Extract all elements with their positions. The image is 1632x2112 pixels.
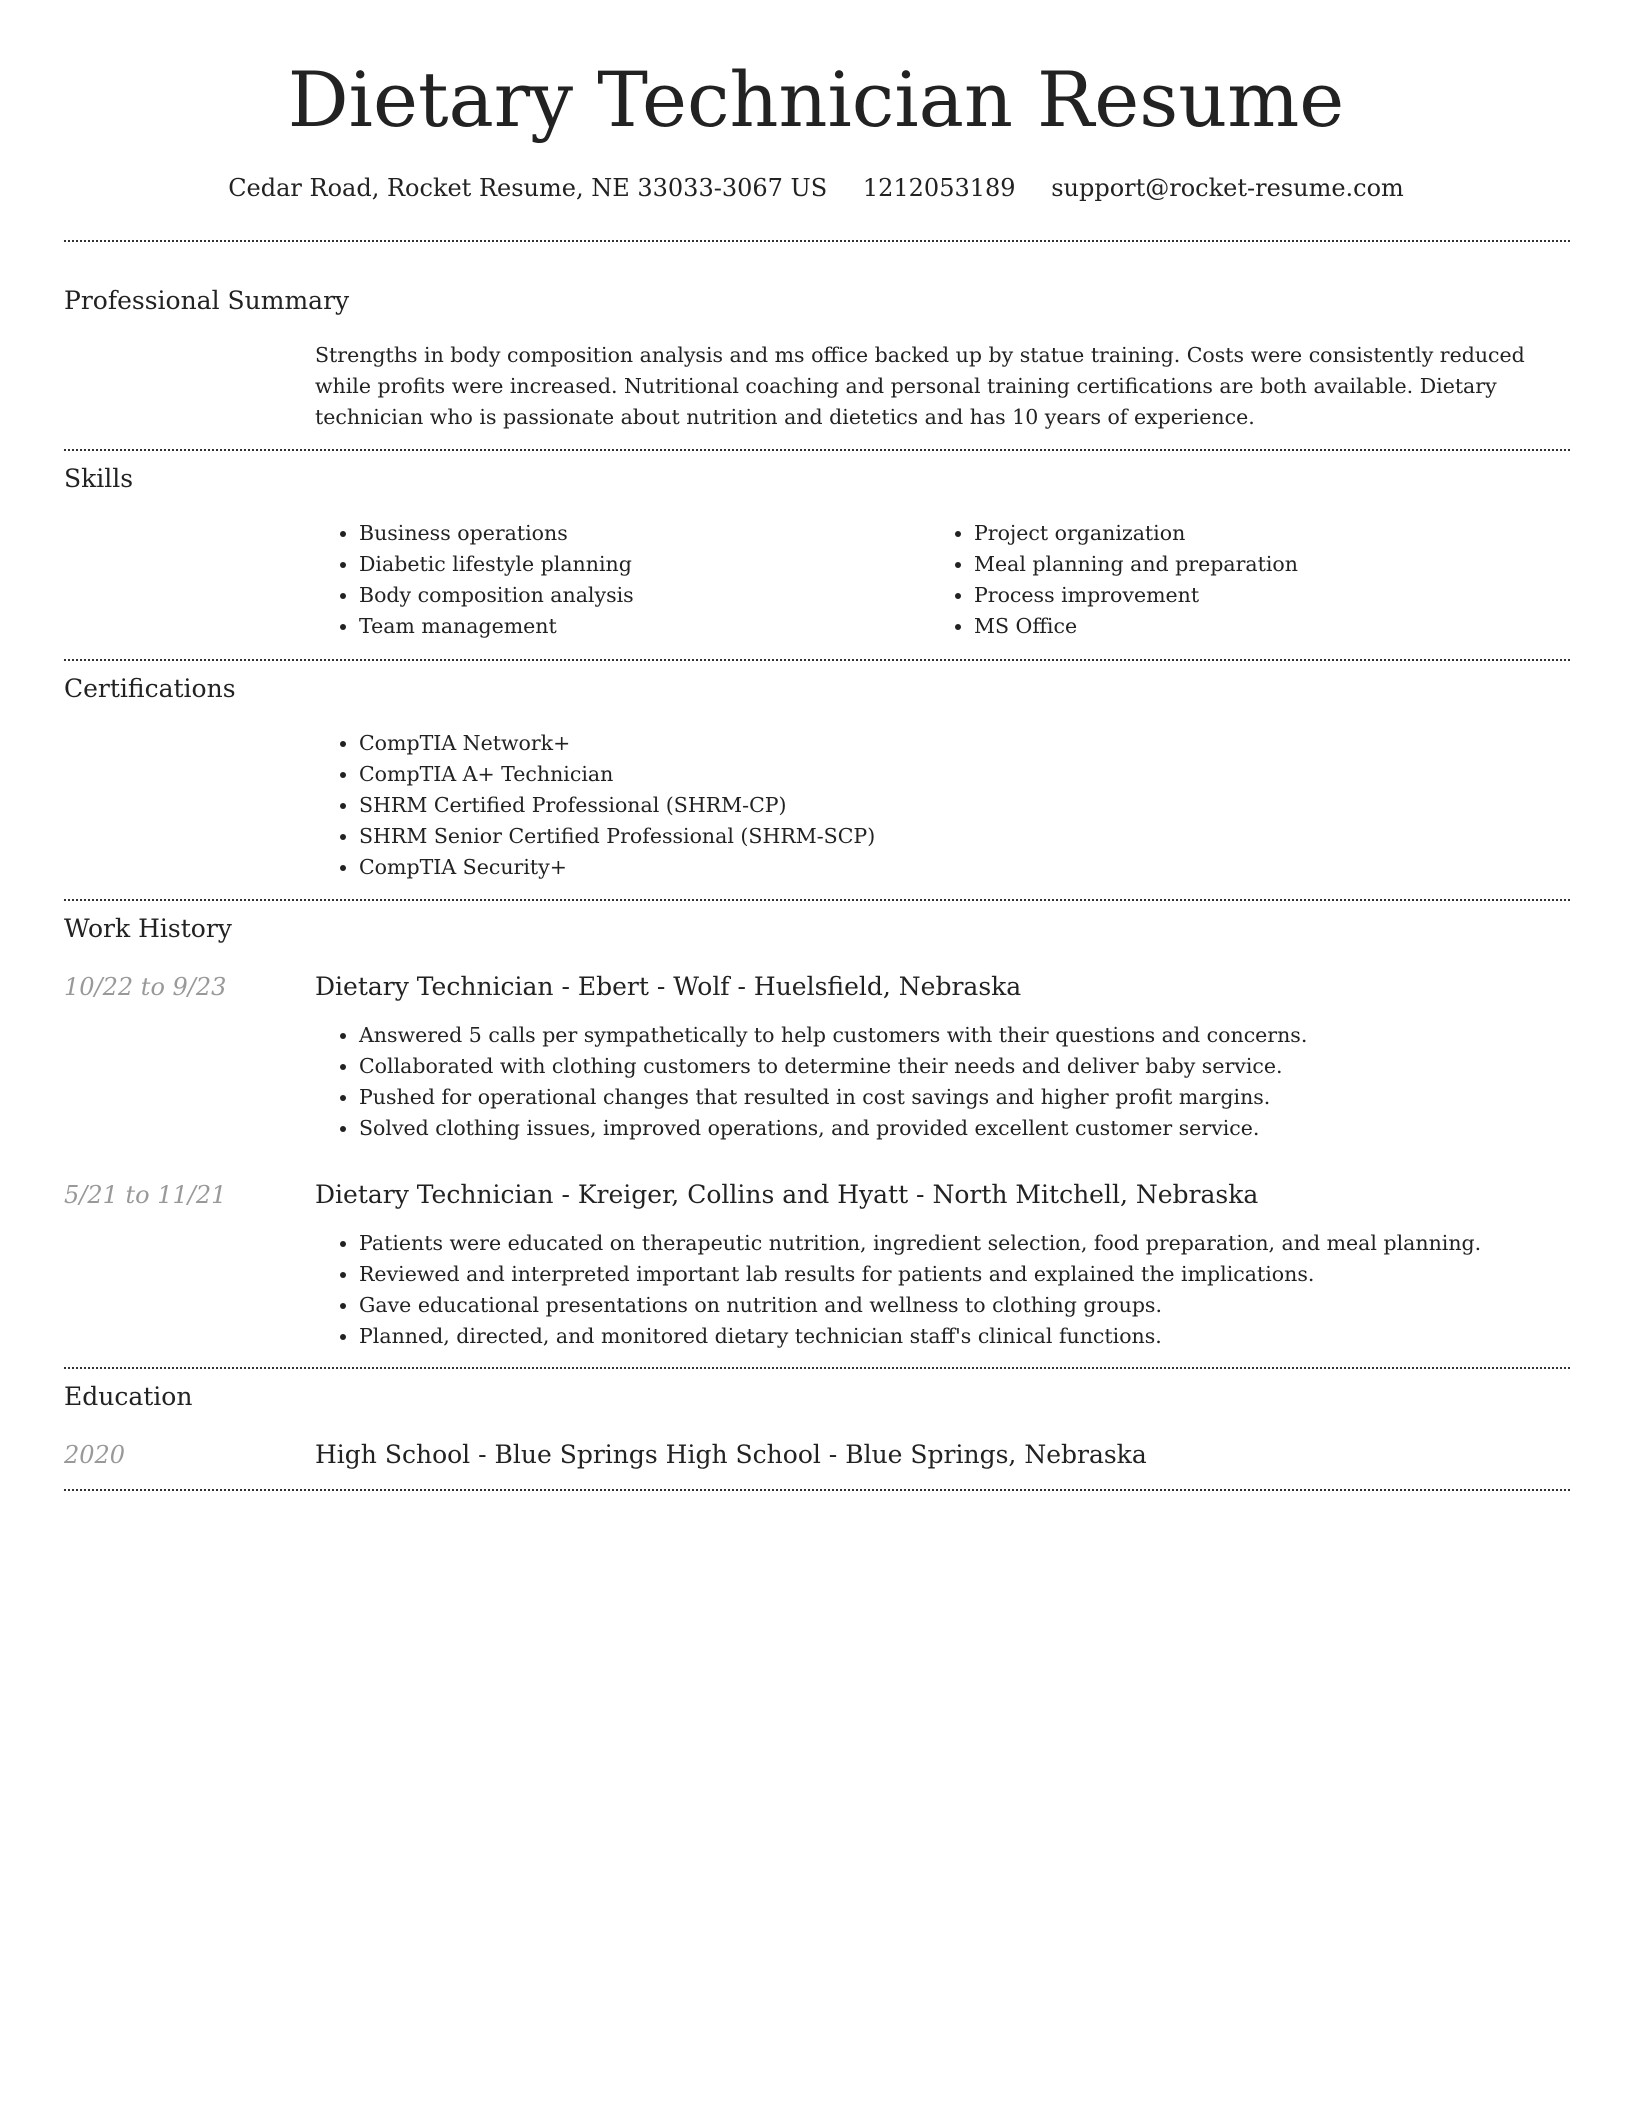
job-title: Dietary Technician - Kreiger, Collins and Hyatt - North Mitchell, Nebraska — [315, 1180, 1259, 1209]
skills-list-right — [930, 518, 1574, 642]
contact-line — [0, 170, 1632, 206]
skill-item: • MS Office — [974, 611, 1574, 642]
skill-item: • Project organization — [974, 518, 1574, 549]
skill-item: • Business operations — [359, 518, 919, 549]
job-dates: 5/21 to 11/21 — [64, 1181, 227, 1209]
summary-text: Strengths in body composition analysis and ms office backed up by statue training. Costs were consistently reduced while profits were increased. Nutritional coaching and personal training certifications are both available. Dietary technician who is passionate about nutrition and dietetics and has 10 years of experience. — [315, 343, 1525, 429]
resume-title: Dietary Technician Resume — [287, 55, 1345, 144]
section-divider — [64, 240, 1570, 242]
section-divider — [64, 1489, 1570, 1491]
section-divider — [64, 449, 1570, 451]
skill-item: • Team management — [359, 611, 919, 642]
education-heading: Education — [64, 1382, 193, 1411]
job-bullet: • Patients were educated on therapeutic nutrition, ingredient selection, food preparation, and meal planning. — [359, 1228, 1609, 1259]
skill-item: • Diabetic lifestyle planning — [359, 549, 919, 580]
certifications-heading: Certifications — [64, 674, 236, 703]
job-dates: 10/22 to 9/23 — [64, 973, 227, 1001]
job-bullet: • Pushed for operational changes that resulted in cost savings and higher profit margins. — [359, 1082, 1559, 1113]
certification-item: • SHRM Senior Certified Professional (SHRM-SCP) — [359, 821, 1559, 852]
section-divider — [64, 659, 1570, 661]
job-bullet: • Planned, directed, and monitored dietary technician staff's clinical functions. — [359, 1321, 1609, 1352]
job-bullet: • Solved clothing issues, improved operations, and provided excellent customer service. — [359, 1113, 1559, 1144]
section-divider — [64, 1367, 1570, 1369]
summary-heading: Professional Summary — [64, 286, 350, 315]
job-bullet: • Answered 5 calls per sympathetically to help customers with their questions and concerns. — [359, 1020, 1559, 1051]
contact-phone: 1212053189 — [862, 174, 1016, 202]
contact-address: Cedar Road, Rocket Resume, NE 33033-3067 US — [228, 174, 828, 202]
certification-item: • CompTIA Network+ — [359, 728, 1559, 759]
skills-heading: Skills — [64, 464, 134, 493]
education-year: 2020 — [64, 1441, 126, 1469]
contact-email: support@rocket-resume.com — [1051, 174, 1404, 202]
skill-item: • Meal planning and preparation — [974, 549, 1574, 580]
certifications-list — [315, 728, 1559, 883]
section-divider — [64, 899, 1570, 901]
skills-list-left — [315, 518, 919, 642]
job-bullets — [315, 1228, 1609, 1352]
job-title: Dietary Technician - Ebert - Wolf - Huelsfield, Nebraska — [315, 972, 1022, 1001]
certification-item: • CompTIA Security+ — [359, 852, 1559, 883]
education-title: High School - Blue Springs High School - Blue Springs, Nebraska — [315, 1440, 1147, 1469]
certification-item: • SHRM Certified Professional (SHRM-CP) — [359, 790, 1559, 821]
job-bullets — [315, 1020, 1559, 1144]
job-bullet: • Reviewed and interpreted important lab results for patients and explained the implications. — [359, 1259, 1609, 1290]
work-history-heading: Work History — [64, 914, 232, 943]
skill-item: • Process improvement — [974, 580, 1574, 611]
skill-item: • Body composition analysis — [359, 580, 919, 611]
certification-item: • CompTIA A+ Technician — [359, 759, 1559, 790]
job-bullet: • Gave educational presentations on nutrition and wellness to clothing groups. — [359, 1290, 1609, 1321]
job-bullet: • Collaborated with clothing customers to determine their needs and deliver baby service. — [359, 1051, 1559, 1082]
